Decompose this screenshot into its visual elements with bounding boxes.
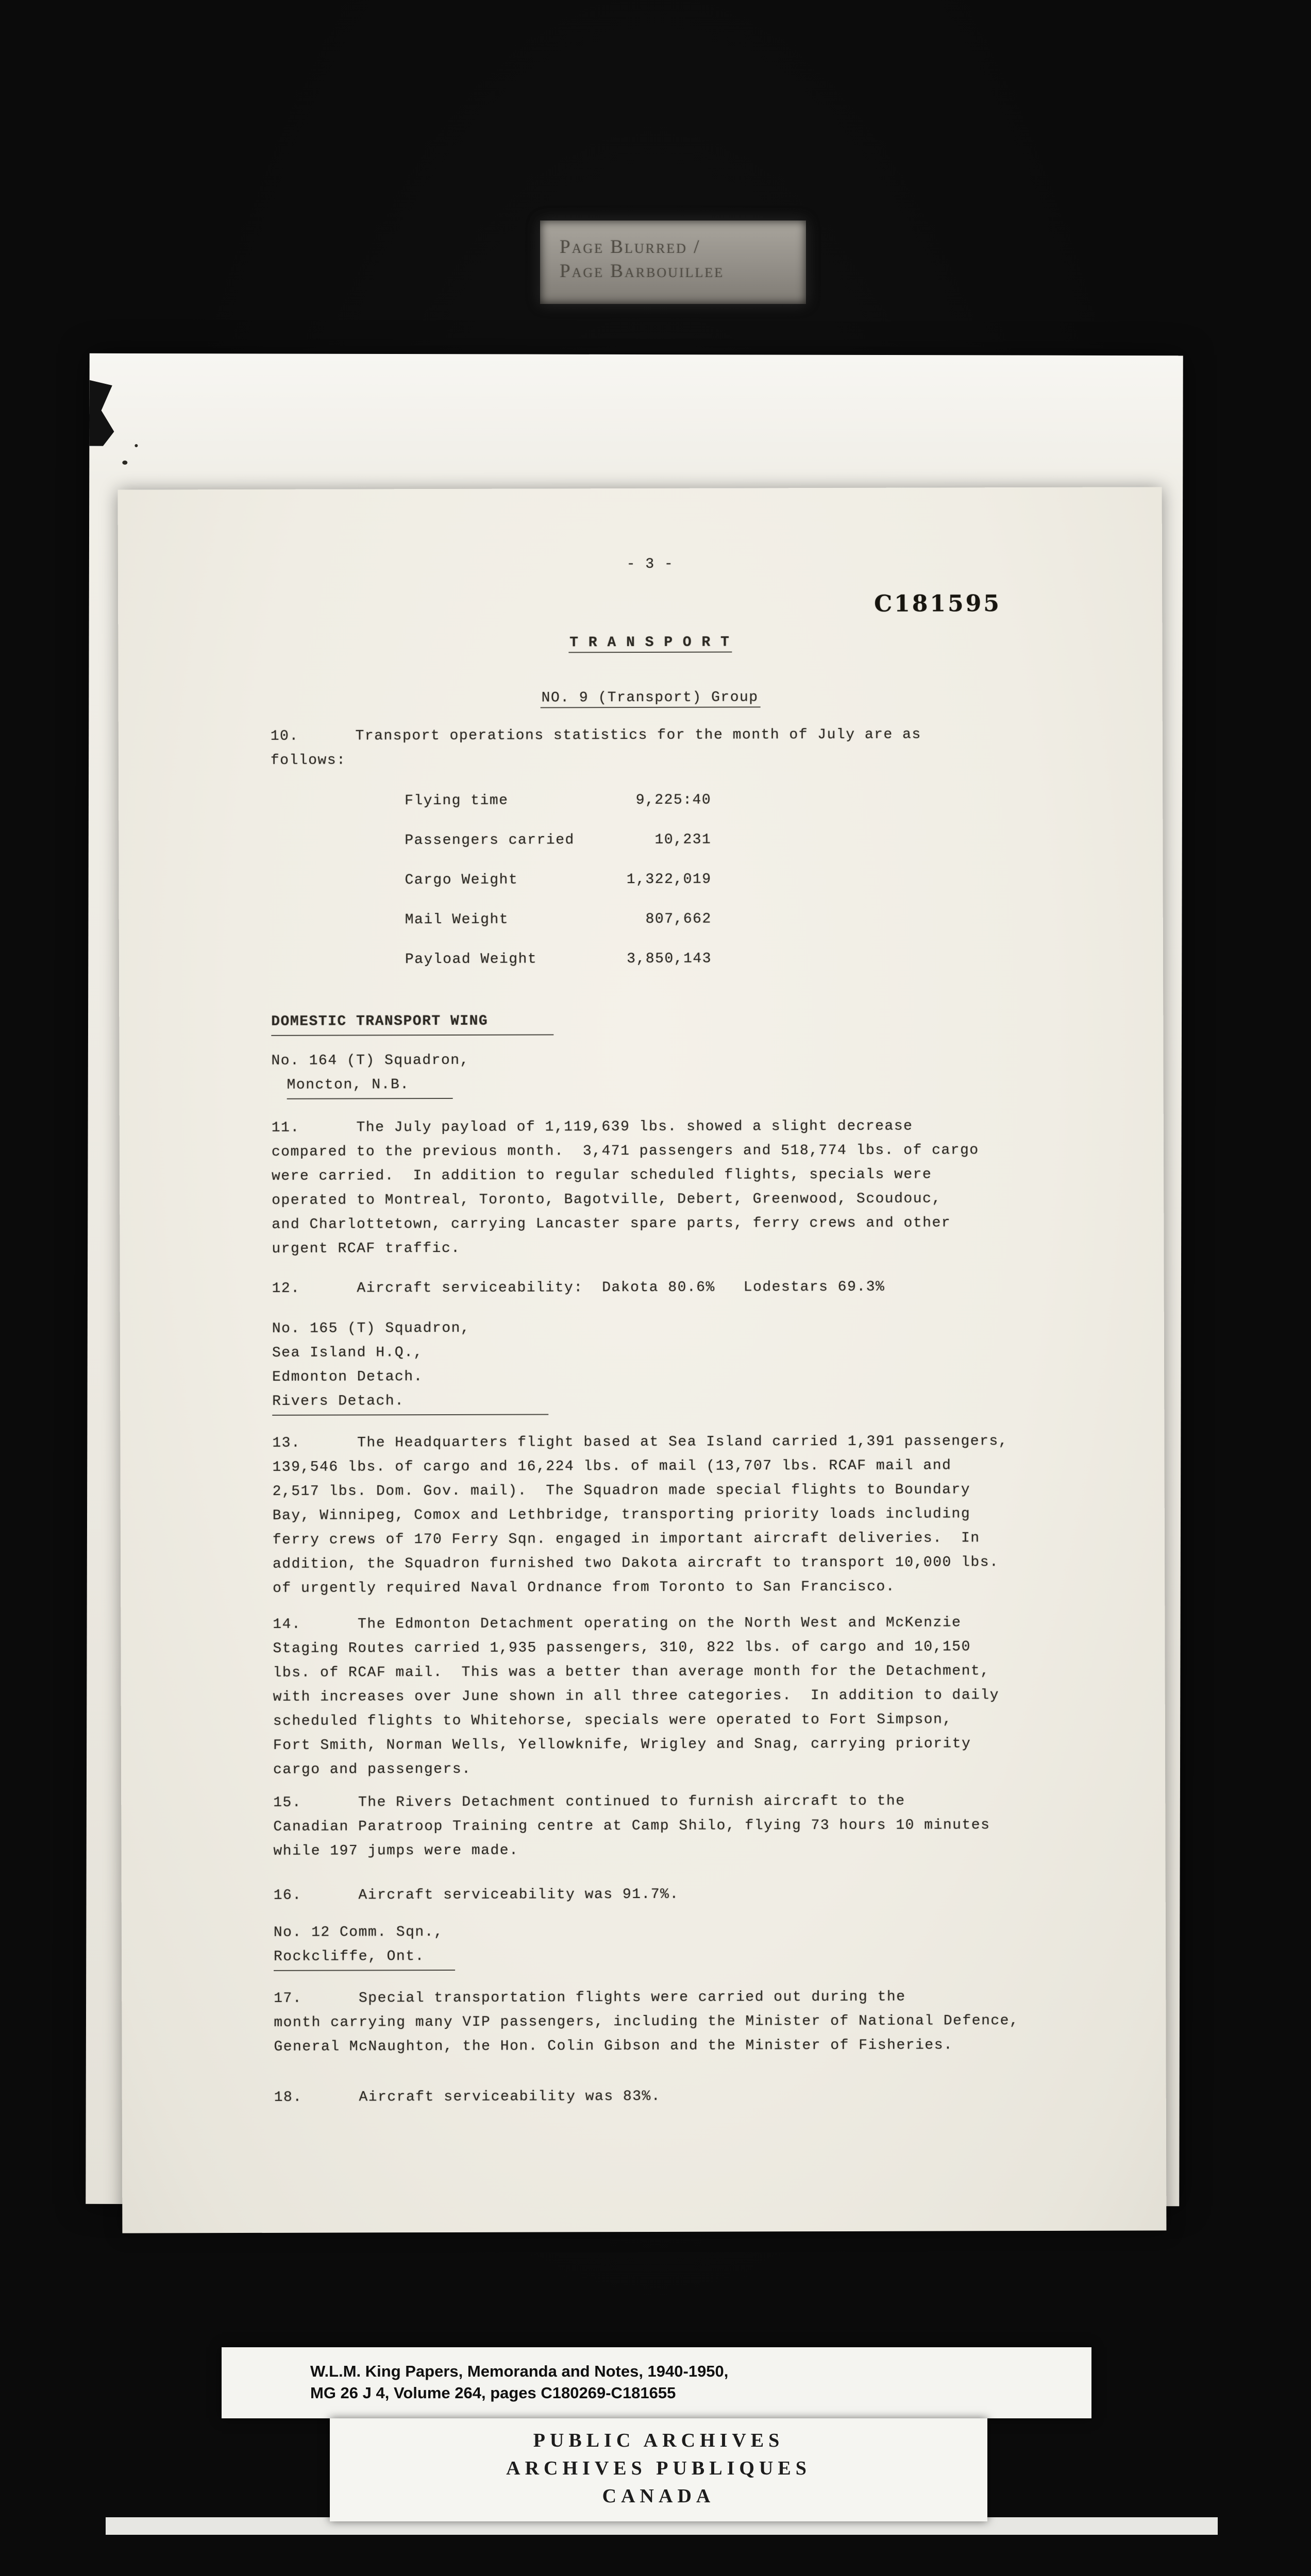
- squadron-12-line-1: No. 12 Comm. Sqn.,: [273, 1924, 444, 1941]
- stat-label: Cargo Weight: [405, 872, 518, 889]
- archives-stamp-line-1: PUBLIC ARCHIVES: [533, 2430, 784, 2451]
- stat-value: 807,662: [645, 911, 712, 927]
- stat-value: 1,322,019: [626, 871, 712, 888]
- paper-speck: [122, 461, 127, 465]
- page-text-layer: [118, 487, 1167, 2233]
- page-condition-stamp: [540, 221, 806, 304]
- paragraph-10: 10. Transport operations statistics for the month of July are as follows:: [270, 726, 921, 769]
- squadron-12-heading: [274, 1919, 1034, 1971]
- stat-value: 3,850,143: [627, 951, 712, 968]
- page-number: - 3 -: [626, 556, 674, 573]
- paragraph-16: 16. Aircraft serviceability was 91.7%.: [273, 1886, 679, 1904]
- stat-label: Payload Weight: [405, 951, 537, 968]
- wing-heading: [271, 1008, 1031, 1036]
- stats-row: [271, 832, 786, 873]
- condition-stamp-line-2: Page Barbouillee: [560, 261, 725, 282]
- paper-speck: [135, 444, 138, 447]
- paragraph-14: 14. The Edmonton Detachment operating on the North West and McKenzie Staging Routes carried 1,935 passengers, 310, 822 lbs. of cargo and 10,150 lbs. of RCAF mail. This was a better than average month for the Detachment, with increases over June shown in all three categories. In addition to daily scheduled flights to Whitehorse, specials were operated to Fort Simpson, Fort Smith, Norman Wells, Yellowknife, Wrigley and Snag, carrying priority cargo and passengers.: [273, 1615, 1000, 1778]
- reference-label-line-1: W.L.M. King Papers, Memoranda and Notes, 1940-1950,: [310, 2362, 729, 2380]
- paragraph-18: 18. Aircraft serviceability was 83%.: [274, 2088, 661, 2106]
- stat-label: Passengers carried: [405, 832, 575, 849]
- stats-row: [271, 792, 786, 833]
- squadron-165-heading: [272, 1315, 1032, 1416]
- registry-stamp: C181595: [874, 590, 1001, 617]
- paragraph-12: 12. Aircraft serviceability: Dakota 80.6% Lodestars 69.3%: [272, 1279, 885, 1297]
- paragraph-17: 17. Special transportation flights were carried out during the month carrying many VIP passengers, including the Minister of National Defence, General McNaughton, the Hon. Colin Gibson and the Minister of Fisheries.: [274, 1989, 1019, 2055]
- squadron-165-lines: No. 165 (T) Squadron, Sea Island H.Q., Edmonton Detach.: [272, 1320, 470, 1385]
- public-archives-stamp: [330, 2418, 987, 2521]
- wing-heading-text: DOMESTIC TRANSPORT WING: [271, 1009, 553, 1036]
- squadron-165-detachment: Rivers Detach.: [272, 1388, 548, 1415]
- document-title: [270, 630, 1030, 656]
- reference-label: [222, 2347, 1091, 2418]
- paragraph-11: 11. The July payload of 1,119,639 lbs. showed a slight decrease compared to the previous month. 3,471 passengers and 518,774 lbs. of cargo were carried. In addition to regular scheduled flights, specials were operated to Montreal, Toronto, Bagotville, Debert, Greenwood, Scoudouc, and Charlottetown, carrying Lancaster spare parts, ferry crews and other urgent RCAF traffic.: [271, 1118, 979, 1257]
- document-title-text: T R A N S P O R T: [568, 635, 732, 653]
- squadron-164-heading: [271, 1047, 1031, 1099]
- document-page: [118, 487, 1167, 2233]
- stats-table: [271, 792, 786, 992]
- group-heading: [271, 685, 1031, 711]
- torn-corner: [89, 380, 114, 446]
- paragraph-15: 15. The Rivers Detachment continued to furnish aircraft to the Canadian Paratroop Training centre at Camp Shilo, flying 73 hours 10 minutes while 197 jumps were made.: [273, 1793, 990, 1859]
- squadron-12-location: Rockcliffe, Ont.: [274, 1944, 455, 1971]
- stat-value: 9,225:40: [635, 792, 712, 809]
- stat-label: Mail Weight: [405, 911, 509, 928]
- stats-row: [271, 951, 786, 992]
- stats-row: [271, 871, 786, 912]
- stat-label: Flying time: [405, 792, 509, 809]
- group-heading-text: NO. 9 (Transport) Group: [541, 689, 761, 708]
- squadron-164-line-1: No. 164 (T) Squadron,: [271, 1052, 469, 1069]
- paragraph-13: 13. The Headquarters flight based at Sea Island carried 1,391 passengers, 139,546 lbs. of cargo and 16,224 lbs. of mail (13,707 lbs. RCAF mail and 2,517 lbs. Dom. Gov. mail). The Squadron made special flights to Boundary Bay, Winnipeg, Comox and Lethbridge, transporting priority loads including ferry crews of 170 Ferry Sqn. engaged in important aircraft deliveries. In addition, the Squadron furnished two Dakota aircraft to transport 10,000 lbs. of urgently required Naval Ordnance from Toronto to San Francisco.: [272, 1433, 1009, 1597]
- reference-label-line-2: MG 26 J 4, Volume 264, pages C180269-C181655: [310, 2384, 676, 2402]
- archives-stamp-line-3: CANADA: [602, 2485, 715, 2507]
- squadron-164-location: Moncton, N.B.: [287, 1073, 453, 1099]
- archives-stamp-line-2: ARCHIVES PUBLIQUES: [506, 2458, 811, 2479]
- stats-row: [271, 911, 786, 952]
- stat-value: 10,231: [654, 832, 712, 848]
- condition-stamp-line-1: Page Blurred /: [560, 236, 701, 258]
